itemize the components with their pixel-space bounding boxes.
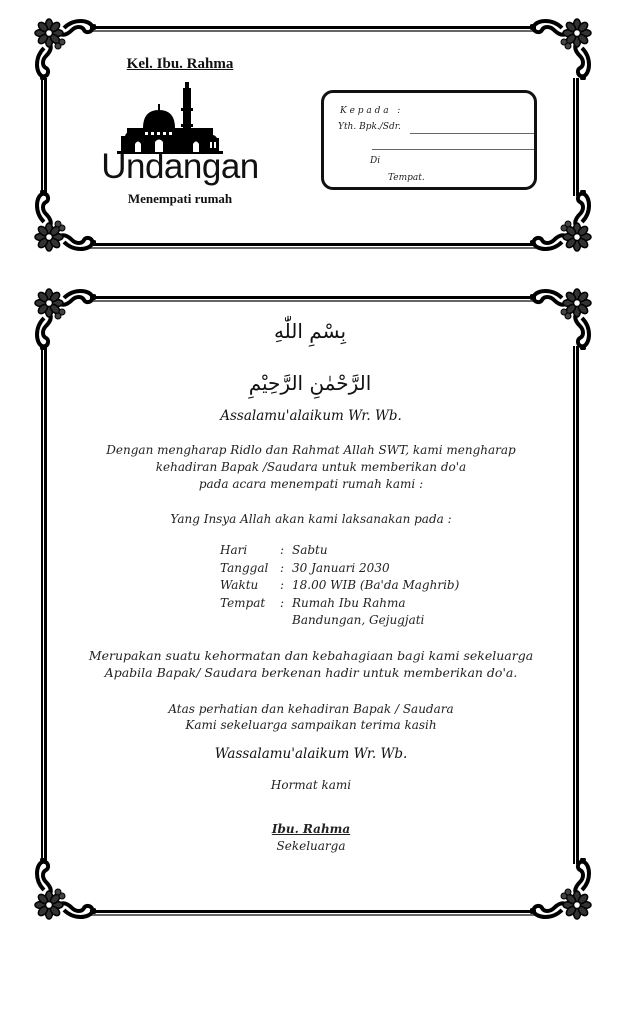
- frame-bottom: [90, 910, 536, 916]
- honor-line: Apabila Bapak/ Saudara berkenan hadir untuk memberikan do'a.: [104, 665, 518, 680]
- corner-ornament-icon: [530, 190, 592, 252]
- address-box: [321, 90, 537, 190]
- corner-ornament-icon: [530, 858, 592, 920]
- detail-label: Waktu: [220, 578, 259, 592]
- detail-label: Tanggal: [220, 560, 269, 575]
- closing-greeting: Wassalamu'alaikum Wr. Wb.: [214, 746, 408, 762]
- detail-value: Rumah Ibu Rahma: [292, 595, 406, 610]
- schedule-intro: Yang Insya Allah akan kami laksanakan pada :: [170, 512, 452, 526]
- corner-ornament-icon: [34, 858, 96, 920]
- place-label: Tempat.: [388, 173, 425, 183]
- recipient-address-line[interactable]: [372, 149, 534, 150]
- thanks-line: Atas perhatian dan kehadiran Bapak / Saudara: [168, 702, 454, 716]
- detail-value: Sabtu: [292, 543, 328, 557]
- intro-line: kehadiran Bapak /Saudara untuk memberikan do'a: [155, 460, 467, 474]
- sign-off: Hormat kami: [270, 778, 352, 792]
- detail-row-place-cont: [220, 612, 459, 630]
- detail-row-date: Tanggal : 30 Januari 2030: [220, 560, 459, 578]
- event-details: [220, 542, 459, 630]
- corner-ornament-icon: [34, 288, 96, 350]
- recipient-name-line[interactable]: [410, 133, 534, 134]
- intro-line: pada acara menempati rumah kami :: [198, 477, 424, 491]
- frame-top: [90, 296, 536, 302]
- honor-line: Merupakan suatu kehormatan dan kebahagiaan bagi kami sekeluarga: [88, 648, 534, 663]
- at-label: Di: [370, 156, 381, 166]
- invitation-subtitle: Menempati rumah: [127, 191, 233, 206]
- basmala-calligraphy: بِسْمِ اللّٰهِ الرَّحْمٰنِ الرَّحِيْمِ: [248, 319, 372, 395]
- invitation-title: Undangan: [101, 147, 259, 186]
- corner-ornament-icon: [530, 288, 592, 350]
- detail-row-time: Waktu : 18.00 WIB (Ba'da Maghrib): [220, 577, 459, 595]
- frame-top: [90, 26, 536, 32]
- frame-left: [41, 78, 47, 196]
- detail-label: Tempat: [220, 595, 266, 610]
- detail-value: 18.00 WIB (Ba'da Maghrib): [292, 578, 460, 592]
- envelope-card: [0, 0, 622, 260]
- corner-ornament-icon: [34, 18, 96, 80]
- frame-left: [41, 346, 47, 864]
- frame-bottom: [90, 243, 536, 249]
- intro-line: Dengan mengharap Ridlo dan Rahmat Allah SWT, kami mengharap: [106, 443, 516, 457]
- to-label: K e p a d a :: [340, 106, 401, 116]
- opening-greeting: Assalamu'alaikum Wr. Wb.: [220, 408, 402, 424]
- mosque-silhouette-icon: [115, 80, 225, 156]
- detail-label: Hari: [220, 543, 248, 557]
- corner-ornament-icon: [530, 18, 592, 80]
- signer-name: Ibu. Rahma: [271, 822, 351, 836]
- detail-value: Bandungan, Gejugjati: [292, 613, 425, 627]
- detail-row-day: Hari : Sabtu: [220, 542, 459, 560]
- family-name: Kel. Ibu. Rahma: [126, 56, 234, 72]
- signer-role: Sekeluarga: [276, 839, 346, 853]
- detail-row-place: Tempat : Rumah Ibu Rahma: [220, 595, 459, 613]
- frame-right: [573, 346, 579, 864]
- thanks-line: Kami sekeluarga sampaikan terima kasih: [185, 718, 437, 732]
- detail-value: 30 Januari 2030: [292, 560, 390, 575]
- frame-right: [573, 78, 579, 196]
- recipient-label: Yth. Bpk./Sdr.: [338, 122, 401, 132]
